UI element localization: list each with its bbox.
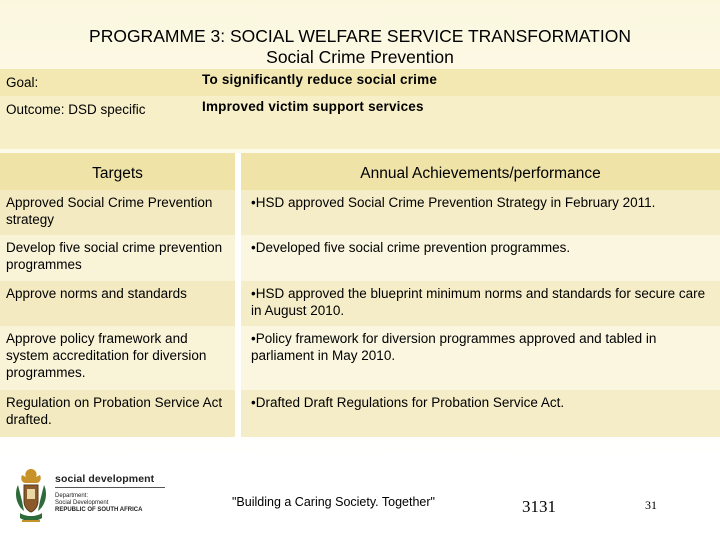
table-row xyxy=(0,190,720,235)
footer-slogan: "Building a Caring Society. Together" xyxy=(232,495,435,509)
logo-dept-line: Department: xyxy=(55,493,89,499)
table-row xyxy=(0,326,720,390)
target-cell: Approve norms and standards xyxy=(0,281,238,326)
targets-table xyxy=(0,153,720,437)
logo-brand-text: social development xyxy=(55,473,155,485)
target-cell: Approve policy framework and system accreditation for diversion programmes. xyxy=(0,326,238,390)
outcome-value: Improved victim support services xyxy=(202,99,424,114)
footer-number-center: 3131 xyxy=(522,497,556,516)
achievement-cell: •Policy framework for diversion programmes approved and tabled in parliament in May 2010. xyxy=(238,326,720,390)
targets-header-row xyxy=(0,153,720,190)
achievement-cell: •HSD approved the blueprint minimum norms and standards for secure care in August 2010. xyxy=(238,281,720,326)
logo-dept-line: REPUBLIC OF SOUTH AFRICA xyxy=(55,507,143,513)
table-row xyxy=(0,281,720,326)
social-development-logo xyxy=(12,463,172,529)
outcome-label: Outcome: DSD specific xyxy=(6,102,146,117)
goal-label: Goal: xyxy=(6,75,39,90)
achievement-cell: •Developed five social crime prevention programmes. xyxy=(238,235,720,281)
achievements-column-header: Annual Achievements/performance xyxy=(238,153,720,190)
table-row xyxy=(0,390,720,437)
logo-dept-line: Social Development xyxy=(55,500,109,506)
target-cell: Regulation on Probation Service Act drafted. xyxy=(0,390,238,437)
coat-of-arms-icon xyxy=(12,465,50,525)
title-line-2: Social Crime Prevention xyxy=(266,47,454,67)
target-cell: Approved Social Crime Prevention strategy xyxy=(0,190,238,235)
logo-divider xyxy=(55,487,165,488)
goal-row xyxy=(0,69,720,96)
page-number: 31 xyxy=(645,498,657,512)
target-cell: Develop five social crime prevention programmes xyxy=(0,235,238,281)
achievement-cell: •Drafted Draft Regulations for Probation Service Act. xyxy=(238,390,720,437)
goal-value: To significantly reduce social crime xyxy=(202,72,438,87)
slide-title xyxy=(0,26,720,68)
achievement-cell: •HSD approved Social Crime Prevention Strategy in February 2011. xyxy=(238,190,720,235)
outcome-row xyxy=(0,96,720,149)
logo-department-text xyxy=(55,493,142,514)
table-row xyxy=(0,235,720,281)
goal-outcome-table xyxy=(0,69,720,149)
title-line-1: PROGRAMME 3: SOCIAL WELFARE SERVICE TRANSFORMATION xyxy=(89,26,631,46)
targets-column-header: Targets xyxy=(0,153,238,190)
